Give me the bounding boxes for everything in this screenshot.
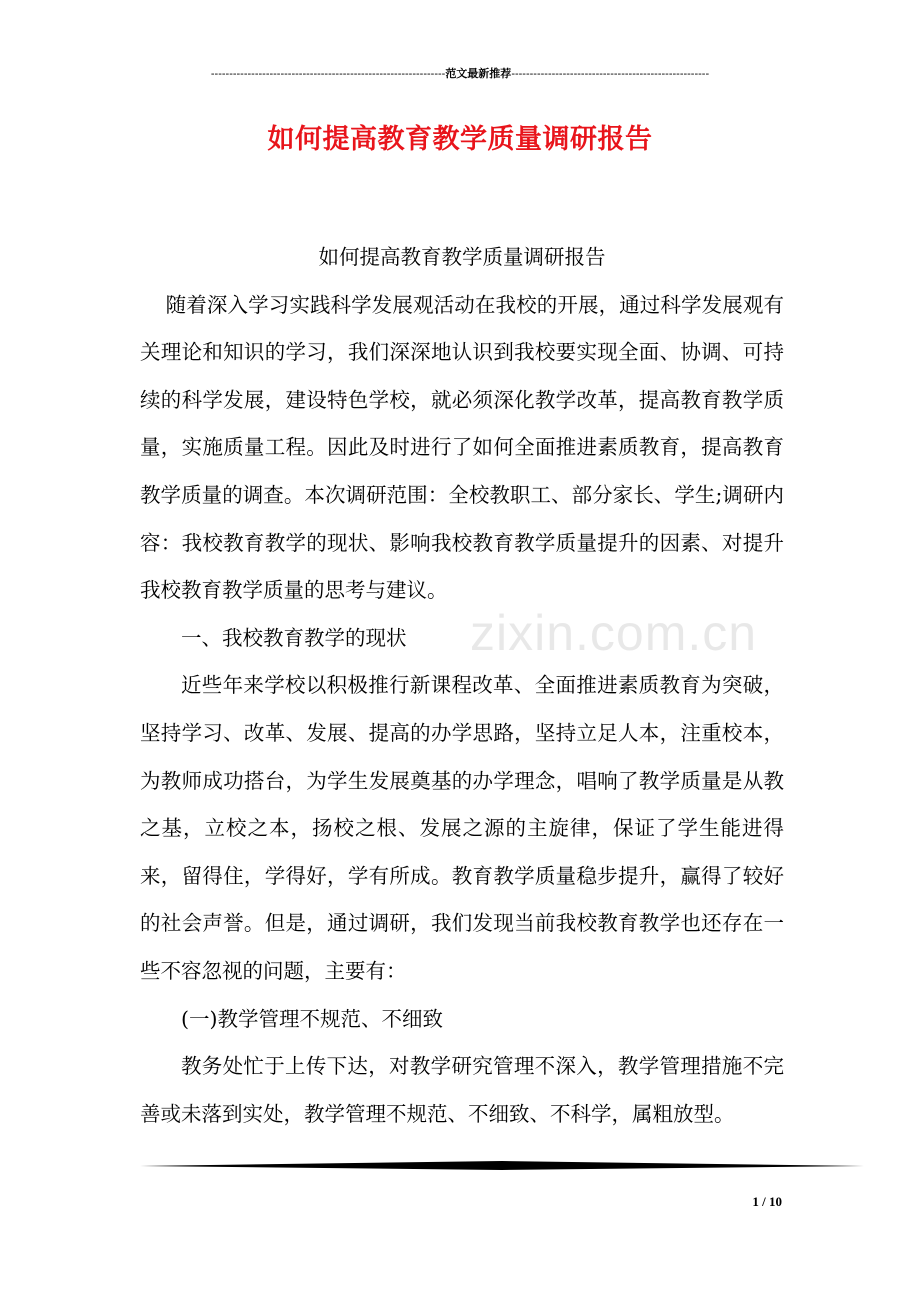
document-body	[140, 234, 784, 1138]
page-header	[140, 66, 780, 82]
paragraph-status: 近些年来学校以积极推行新课程改革、全面推进素质教育为突破，坚持学习、改革、发展、提高的办学思路，坚持立足人本，注重校本，为教师成功搭台，为学生发展奠基的办学理念，唱响了教学质量是从教之基，立校之本，扬校之根、发展之源的主旋律，保证了学生能进得来，留得住，学得好，学有所成。教育教学质量稳步提升，赢得了较好的社会声誉。但是，通过调研，我们发现当前我校教育教学也还存在一些不容忽视的问题，主要有：	[140, 673, 784, 983]
footer-divider	[140, 1160, 864, 1172]
document-title: 如何提高教育教学质量调研报告	[267, 124, 653, 155]
header-left-dashes: ----------------------------------------------------------------	[210, 68, 446, 80]
paragraph-intro: 随着深入学习实践科学发展观活动在我校的开展，通过科学发展观有关理论和知识的学习，我们深深地认识到我校要实现全面、协调、可持续的科学发展，建设特色学校，就必须深化教学改革，提高教育教学质量，实施质量工程。因此及时进行了如何全面推进素质教育，提高教育教学质量的调查。本次调研范围：全校教职工、部分家长、学生;调研内容：我校教育教学的现状、影响我校教育教学质量提升的因素、对提升我校教育教学质量的思考与建议。	[140, 292, 784, 603]
header-label: 范文最新推荐	[445, 68, 512, 80]
watermark-text: zixin.com.cn	[470, 605, 758, 661]
document-subtitle: 如何提高教育教学质量调研报告	[318, 245, 606, 269]
section-heading-1: 一、我校教育教学的现状	[181, 625, 407, 650]
header-right-dashes: ------------------------------------------------------	[511, 68, 710, 80]
paragraph-management: 教务处忙于上传下达，对教学研究管理不深入，教学管理措施不完善或未落到实处，教学管理不规范、不细致、不科学，属粗放型。	[140, 1054, 784, 1126]
subsection-heading-1: (一)教学管理不规范、不细致	[181, 1006, 443, 1031]
page-number: 1 / 10	[752, 1194, 782, 1209]
